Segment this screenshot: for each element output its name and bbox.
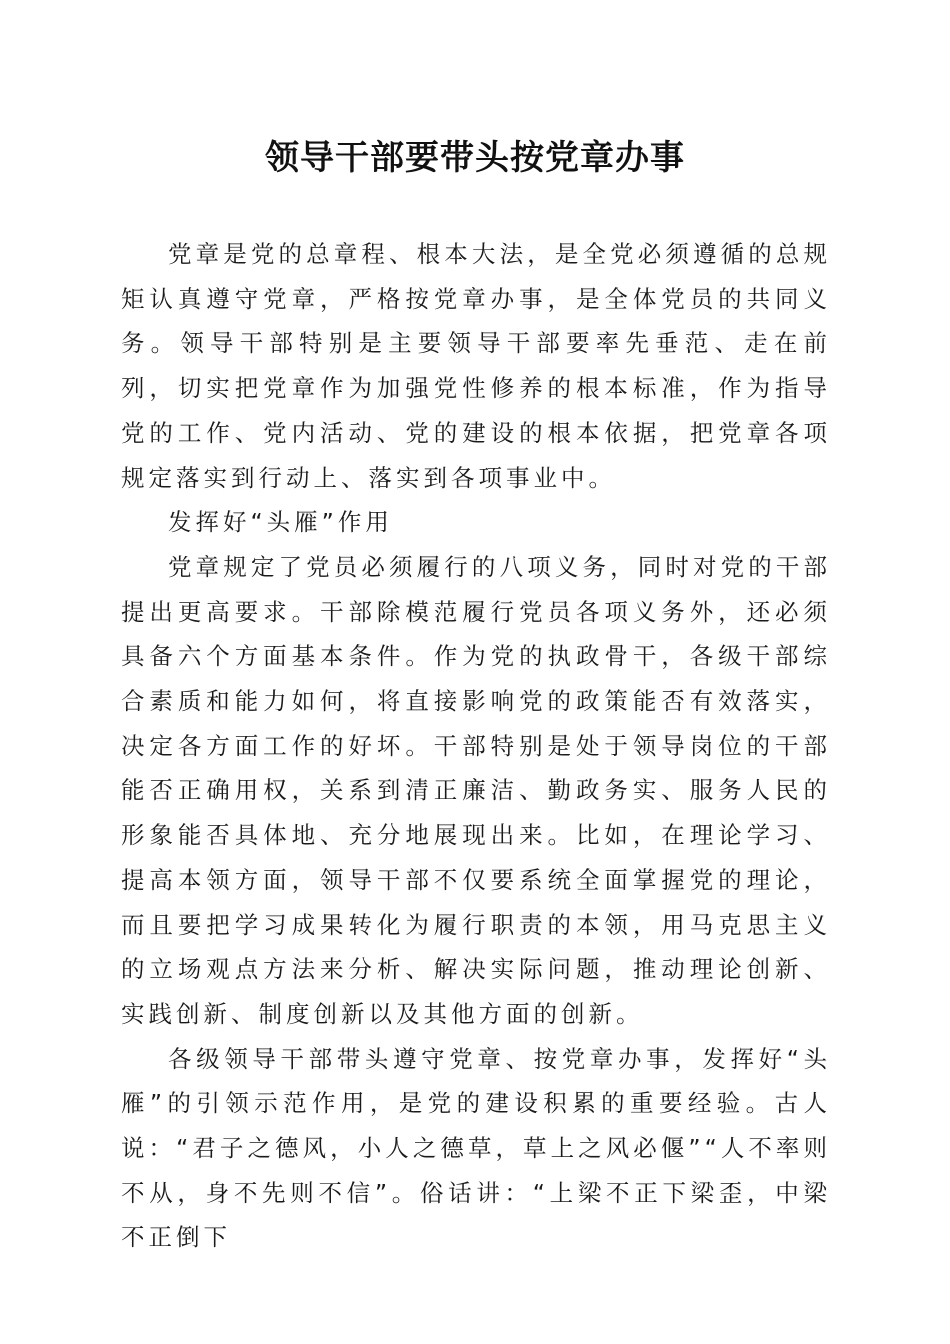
document-body bbox=[121, 232, 831, 1260]
paragraph-leadership: 各级领导干部带头遵守党章、按党章办事，发挥好“头雁”的引领示范作用，是党的建设积累的重要经验。古人说：“君子之德风，小人之德草，草上之风必偃”“人不率则不从，身不先则不信”。俗话讲：“上梁不正下梁歪，中梁不正倒下 bbox=[121, 1044, 831, 1252]
document-title: 领导干部要带头按党章办事 bbox=[265, 138, 685, 178]
section-heading: 发挥好“头雁”作用 bbox=[168, 508, 393, 537]
paragraph-duties: 党章规定了党员必须履行的八项义务，同时对党的干部提出更高要求。干部除模范履行党员各项义务外，还必须具备六个方面基本条件。作为党的执政骨干，各级干部综合素质和能力如何，将直接影响党的政策能否有效落实，决定各方面工作的好坏。干部特别是处于领导岗位的干部能否正确用权，关系到清正廉洁、勤政务实、服务人民的形象能否具体地、充分地展现出来。比如，在理论学习、提高本领方面，领导干部不仅要系统全面掌握党的理论，而且要把学习成果转化为履行职责的本领，用马克思主义的立场观点方法来分析、解决实际问题，推动理论创新、实践创新、制度创新以及其他方面的创新。 bbox=[121, 552, 831, 1028]
paragraph-intro: 党章是党的总章程、根本大法，是全党必须遵循的总规矩认真遵守党章，严格按党章办事，是全体党员的共同义务。领导干部特别是主要领导干部要率先垂范、走在前列，切实把党章作为加强党性修养的根本标准，作为指导党的工作、党内活动、党的建设的根本依据，把党章各项规定落实到行动上、落实到各项事业中。 bbox=[121, 240, 831, 492]
